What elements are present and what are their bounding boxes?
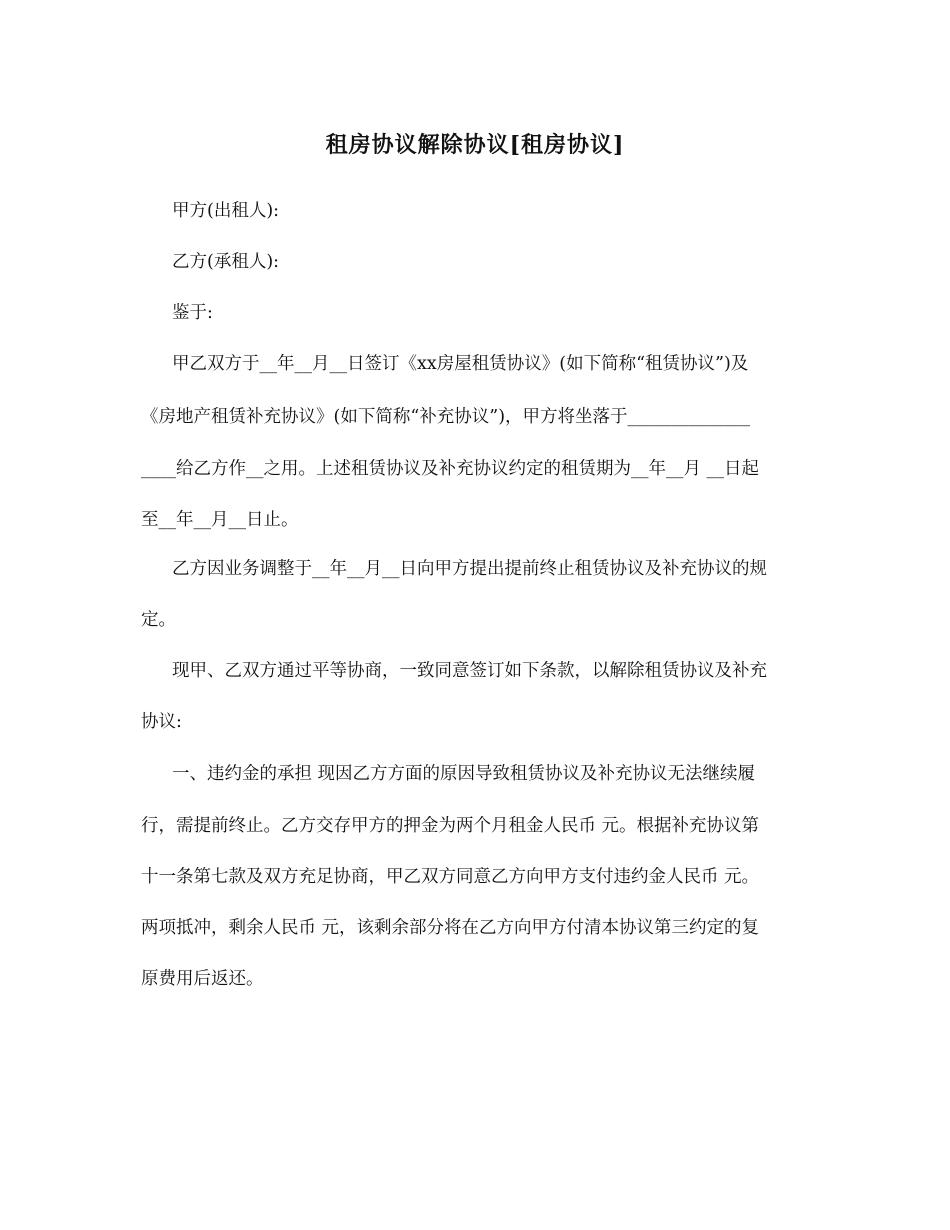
paragraph-line: 定。	[141, 610, 176, 630]
clause-line: 一、违约金的承担 现因乙方方面的原因导致租赁协议及补充协议无法继续履	[172, 764, 756, 784]
paragraph-line: 协议:	[141, 712, 182, 732]
party-a-line: 甲方(出租人):	[172, 201, 280, 221]
paragraph-line: 现甲、乙双方通过平等协商，一致同意签订如下条款，以解除租赁协议及补充	[172, 661, 767, 681]
paragraph-line: ____给乙方作__之用。上述租赁协议及补充协议约定的租赁期为__年__月 __日起	[141, 459, 760, 479]
document-title: 租房协议解除协议[租房协议]	[325, 132, 625, 158]
whereas-line: 鉴于:	[172, 303, 213, 323]
paragraph-line: 乙方因业务调整于__年__月__日向甲方提出提前终止租赁协议及补充协议的规	[172, 559, 767, 579]
paragraph-line: 至__年__月__日止。	[141, 510, 299, 530]
clause-line: 原费用后返还。	[141, 969, 264, 989]
clause-line: 两项抵冲，剩余人民币 元，该剩余部分将在乙方向甲方付清本协议第三约定的复	[141, 918, 760, 938]
paragraph-line: 《房地产租赁补充协议》(如下简称“补充协议”)，甲方将坐落于______________	[141, 407, 751, 427]
clause-line: 行，需提前终止。乙方交存甲方的押金为两个月租金人民币 元。根据补充协议第	[141, 816, 760, 836]
paragraph-line: 甲乙双方于__年__月__日签订《xx房屋租赁协议》(如下简称“租赁协议”)及	[172, 354, 749, 374]
party-b-line: 乙方(承租人):	[172, 252, 280, 272]
clause-line: 十一条第七款及双方充足协商，甲乙双方同意乙方向甲方支付违约金人民币 元。	[141, 867, 760, 887]
